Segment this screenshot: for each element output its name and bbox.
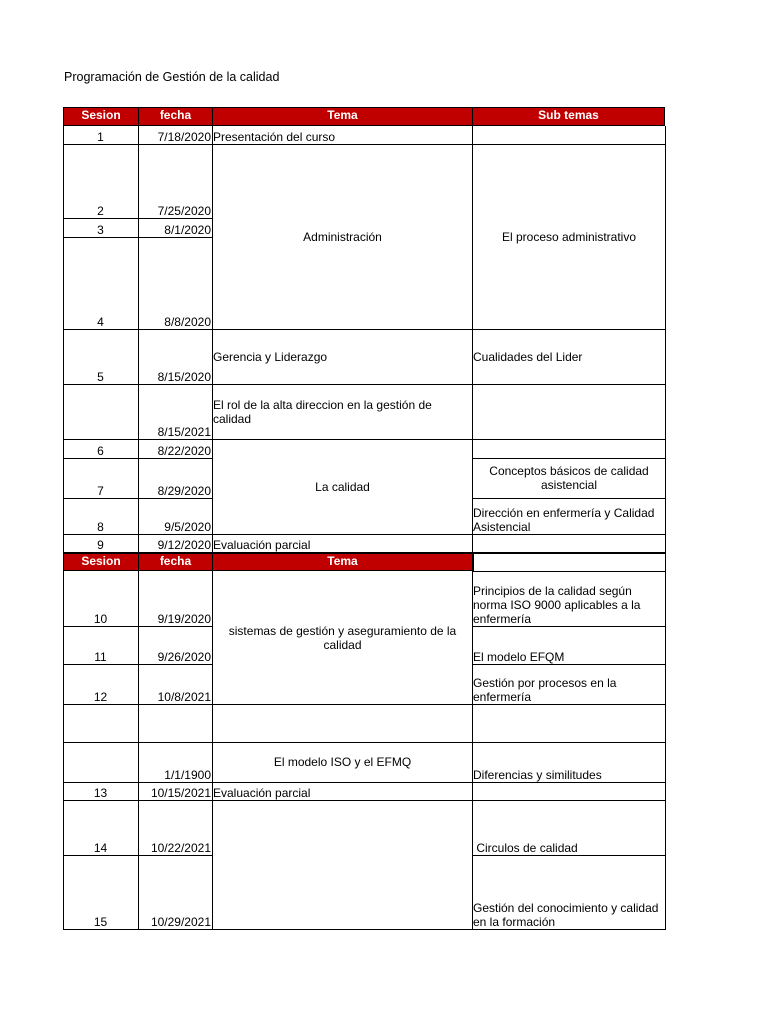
row-fecha: 8/22/2020 — [157, 444, 211, 458]
grid-line — [212, 384, 473, 385]
grid-line — [212, 329, 473, 330]
grid-line — [212, 742, 473, 743]
subtema-cell: Dirección en enfermería y Calidad Asistencial — [473, 506, 655, 534]
row-sesion: 14 — [93, 841, 108, 855]
grid-line — [212, 439, 473, 440]
row-fecha: 9/19/2020 — [157, 612, 211, 626]
row-sesion: 7 — [97, 484, 104, 498]
subtema-cell: Circulos de calidad — [473, 841, 578, 855]
grid-line — [63, 855, 213, 856]
grid-line — [212, 126, 213, 930]
header2-fecha: fecha — [138, 553, 213, 571]
row-fecha: 8/1/2020 — [164, 223, 211, 237]
row-sesion: 15 — [93, 915, 108, 929]
grid-line — [63, 742, 213, 743]
grid-line — [63, 664, 213, 665]
grid-line — [472, 929, 666, 930]
row-sesion: 9 — [97, 538, 104, 552]
grid-line — [472, 704, 666, 705]
tema-cell: sistemas de gestión y aseguramiento de la calidad — [228, 623, 457, 652]
grid-line — [212, 144, 473, 145]
grid-line — [63, 929, 213, 930]
row-sesion: 12 — [93, 690, 108, 704]
grid-line — [63, 626, 213, 627]
subtema-cell: Conceptos básicos de calidad asistencial — [489, 464, 649, 492]
subtema-cell: El modelo EFQM — [473, 650, 565, 664]
row-sesion: 10 — [93, 612, 108, 626]
grid-line — [472, 742, 666, 743]
grid-line — [665, 552, 666, 572]
tema-cell: Gerencia y Liderazgo — [213, 349, 328, 364]
grid-line — [63, 144, 213, 145]
grid-line — [472, 458, 666, 459]
grid-line — [138, 126, 139, 930]
row-fecha: 10/22/2021 — [150, 841, 211, 855]
grid-line — [63, 534, 213, 535]
row-fecha: 10/29/2021 — [150, 915, 211, 929]
grid-line — [63, 329, 213, 330]
grid-line — [63, 237, 213, 238]
row-fecha: 8/29/2020 — [157, 484, 211, 498]
grid-line — [472, 855, 666, 856]
row-fecha: 9/5/2020 — [164, 520, 211, 534]
subtema-cell: Principios de la calidad según norma ISO 9000 aplicables a la enfermería — [473, 584, 641, 626]
row-sesion: 4 — [97, 315, 104, 329]
grid-line — [472, 329, 666, 330]
grid-line — [212, 782, 473, 783]
grid-line — [212, 704, 473, 705]
subtema-cell: El proceso administrativo — [501, 229, 637, 244]
grid-line — [212, 534, 473, 535]
grid-line — [472, 534, 666, 535]
tema-cell: La calidad — [315, 479, 370, 494]
row-fecha: 9/26/2020 — [157, 650, 211, 664]
subtema-cell: Cualidades del Lider — [473, 349, 583, 364]
grid-line — [472, 800, 666, 801]
grid-line — [472, 126, 473, 553]
grid-line — [63, 704, 213, 705]
tema-cell: Evaluación parcial — [213, 538, 311, 552]
row-sesion — [63, 704, 138, 742]
row-sesion — [63, 742, 138, 782]
grid-line — [665, 126, 666, 930]
row-sesion: 13 — [93, 786, 108, 800]
row-sesion: 3 — [97, 223, 104, 237]
grid-line — [472, 498, 666, 499]
grid-line — [472, 571, 473, 930]
header2-sesion: Sesion — [63, 553, 139, 571]
row-sesion: 2 — [97, 204, 104, 218]
row-sesion: 6 — [97, 444, 104, 458]
row-sesion: 1 — [97, 130, 104, 144]
tema-cell: El modelo ISO y el EFMQ — [273, 755, 412, 769]
row-fecha — [139, 704, 212, 742]
header-sesion: Sesion — [63, 107, 139, 126]
tema-cell: Evaluación parcial — [213, 786, 311, 800]
tema-cell: El rol de la alta direccion en la gestión de calidad — [213, 397, 432, 426]
grid-line — [472, 626, 666, 627]
grid-line — [63, 384, 213, 385]
row-fecha: 10/8/2021 — [157, 690, 211, 704]
tema-cell: Presentación del curso — [213, 130, 336, 144]
grid-line — [472, 664, 666, 665]
grid-line — [472, 571, 666, 572]
header-tema: Tema — [212, 107, 473, 126]
subtema-cell: Gestión por procesos en la enfermería — [473, 676, 617, 704]
grid-line — [472, 439, 666, 440]
row-sesion — [63, 384, 138, 439]
row-sesion: 8 — [97, 520, 104, 534]
row-fecha: 7/25/2020 — [157, 204, 211, 218]
grid-line — [63, 800, 213, 801]
header-fecha: fecha — [138, 107, 213, 126]
row-sesion: 5 — [97, 370, 104, 384]
grid-line — [212, 800, 473, 801]
grid-line — [472, 384, 666, 385]
header-subtemas: Sub temas — [472, 107, 665, 126]
grid-line — [63, 498, 213, 499]
row-fecha: 9/12/2020 — [157, 538, 211, 552]
grid-line — [472, 553, 666, 554]
row-sesion: 11 — [94, 650, 107, 664]
row-fecha: 7/18/2020 — [157, 130, 211, 144]
grid-line — [63, 782, 213, 783]
grid-line — [63, 218, 213, 219]
row-fecha: 1/1/1900 — [164, 768, 211, 782]
subtema-cell: Gestión del conocimiento y calidad en la formación — [473, 901, 659, 929]
header2-tema: Tema — [212, 553, 473, 571]
subtema-cell: Diferencias y similitudes — [473, 768, 602, 782]
grid-line — [212, 929, 473, 930]
grid-line — [63, 458, 213, 459]
tema-cell: Administración — [303, 229, 382, 244]
grid-line — [63, 439, 213, 440]
row-fecha: 10/15/2021 — [150, 786, 211, 800]
page-title: Programación de Gestión de la calidad — [64, 70, 280, 84]
row-fecha: 8/15/2021 — [157, 425, 211, 439]
grid-line — [473, 552, 474, 572]
row-fecha: 8/15/2020 — [157, 370, 211, 384]
row-fecha: 8/8/2020 — [164, 315, 211, 329]
grid-line — [472, 782, 666, 783]
grid-line — [472, 144, 666, 145]
grid-line — [63, 126, 64, 930]
